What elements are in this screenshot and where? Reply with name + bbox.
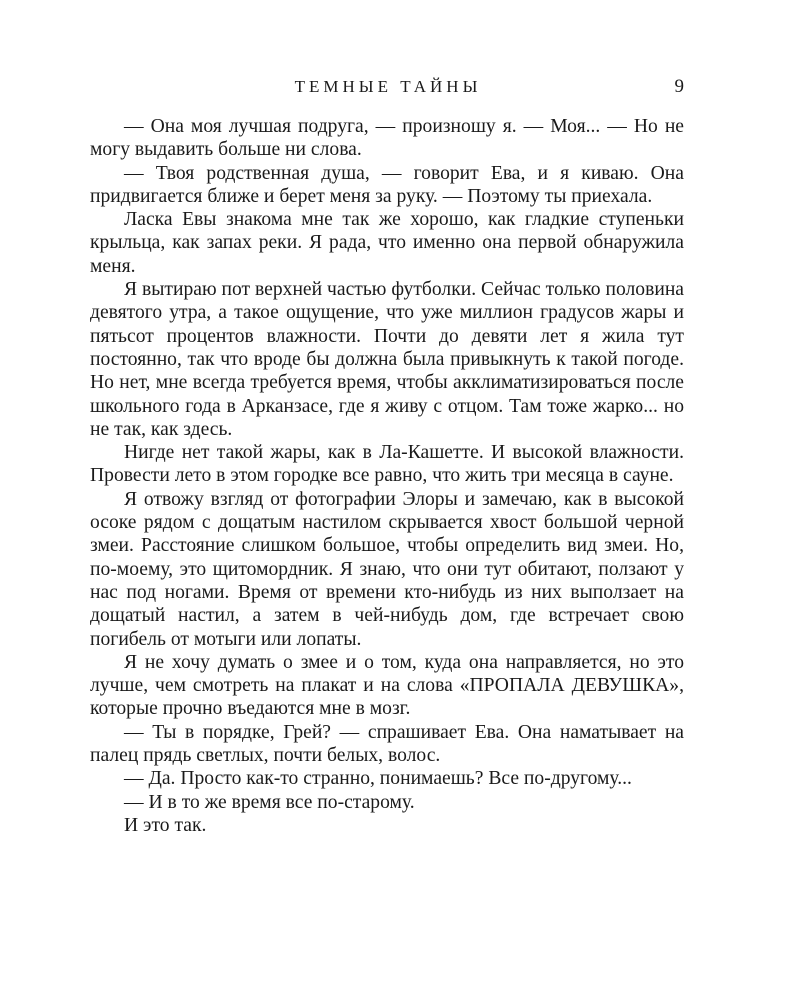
paragraph: Я не хочу думать о змее и о том, куда она направляется, но это лучше, чем смотреть на плакат и на слова «ПРОПАЛА ДЕВУШКА», которые прочно въедаются мне в мозг. [90, 651, 684, 720]
paragraph: — Ты в порядке, Грей? — спрашивает Ева. Она наматывает на палец прядь светлых, почти белых, волос. [90, 721, 684, 767]
running-title: ТЕМНЫЕ ТАЙНЫ [294, 77, 482, 96]
paragraph: — Она моя лучшая подруга, — произношу я. — Моя... — Но не могу выдавить больше ни слова. [90, 116, 684, 161]
paragraph: И это так. [124, 814, 207, 836]
page-number: 9 [674, 76, 684, 97]
paragraph: Я отвожу взгляд от фотографии Элоры и замечаю, как в высокой осоке рядом с дощатым настилом скрывается хвост большой черной змеи. Расстояние слишком большое, чтобы определить вид змеи. Но, по-моему, это щитомордник. Я знаю, что они тут обитают, ползают у нас под ногами. Время от времени кто-нибудь из них выползает на дощатый настил, а затем в чей-нибудь дом, где встречает свою погибель от мотыги или лопаты. [90, 488, 684, 650]
paragraph: Нигде нет такой жары, как в Ла-Кашетте. И высокой влажности. Провести лето в этом городке все равно, что жить три месяца в сауне. [90, 442, 684, 487]
paragraph: — Твоя родственная душа, — говорит Ева, и я киваю. Она придвигается ближе и берет меня за руку. — Поэтому ты приехала. [90, 162, 684, 207]
paragraph: — Да. Просто как-то странно, понимаешь? Все по-другому... [124, 768, 632, 790]
paragraph: Я вытираю пот верхней частью футболки. Сейчас только половина девятого утра, а такое ощущение, что уже миллион градусов жары и пятьсот процентов влажности. Почти до девяти лет я жила тут постоянно, так что вроде бы должна была привыкнуть к такой погоде. Но нет, мне всегда требуется время, чтобы акклиматизироваться после школьного года в Арканзасе, где я живу с отцом. Там тоже жарко... но не так, как здесь. [90, 279, 684, 440]
body-text [90, 115, 684, 837]
paragraph: — И в то же время все по-старому. [124, 791, 415, 813]
paragraph: Ласка Евы знакома мне так же хорошо, как гладкие ступеньки крыльца, как запах реки. Я рада, что именно она первой обнаружила меня. [90, 209, 684, 277]
running-head [88, 72, 688, 102]
